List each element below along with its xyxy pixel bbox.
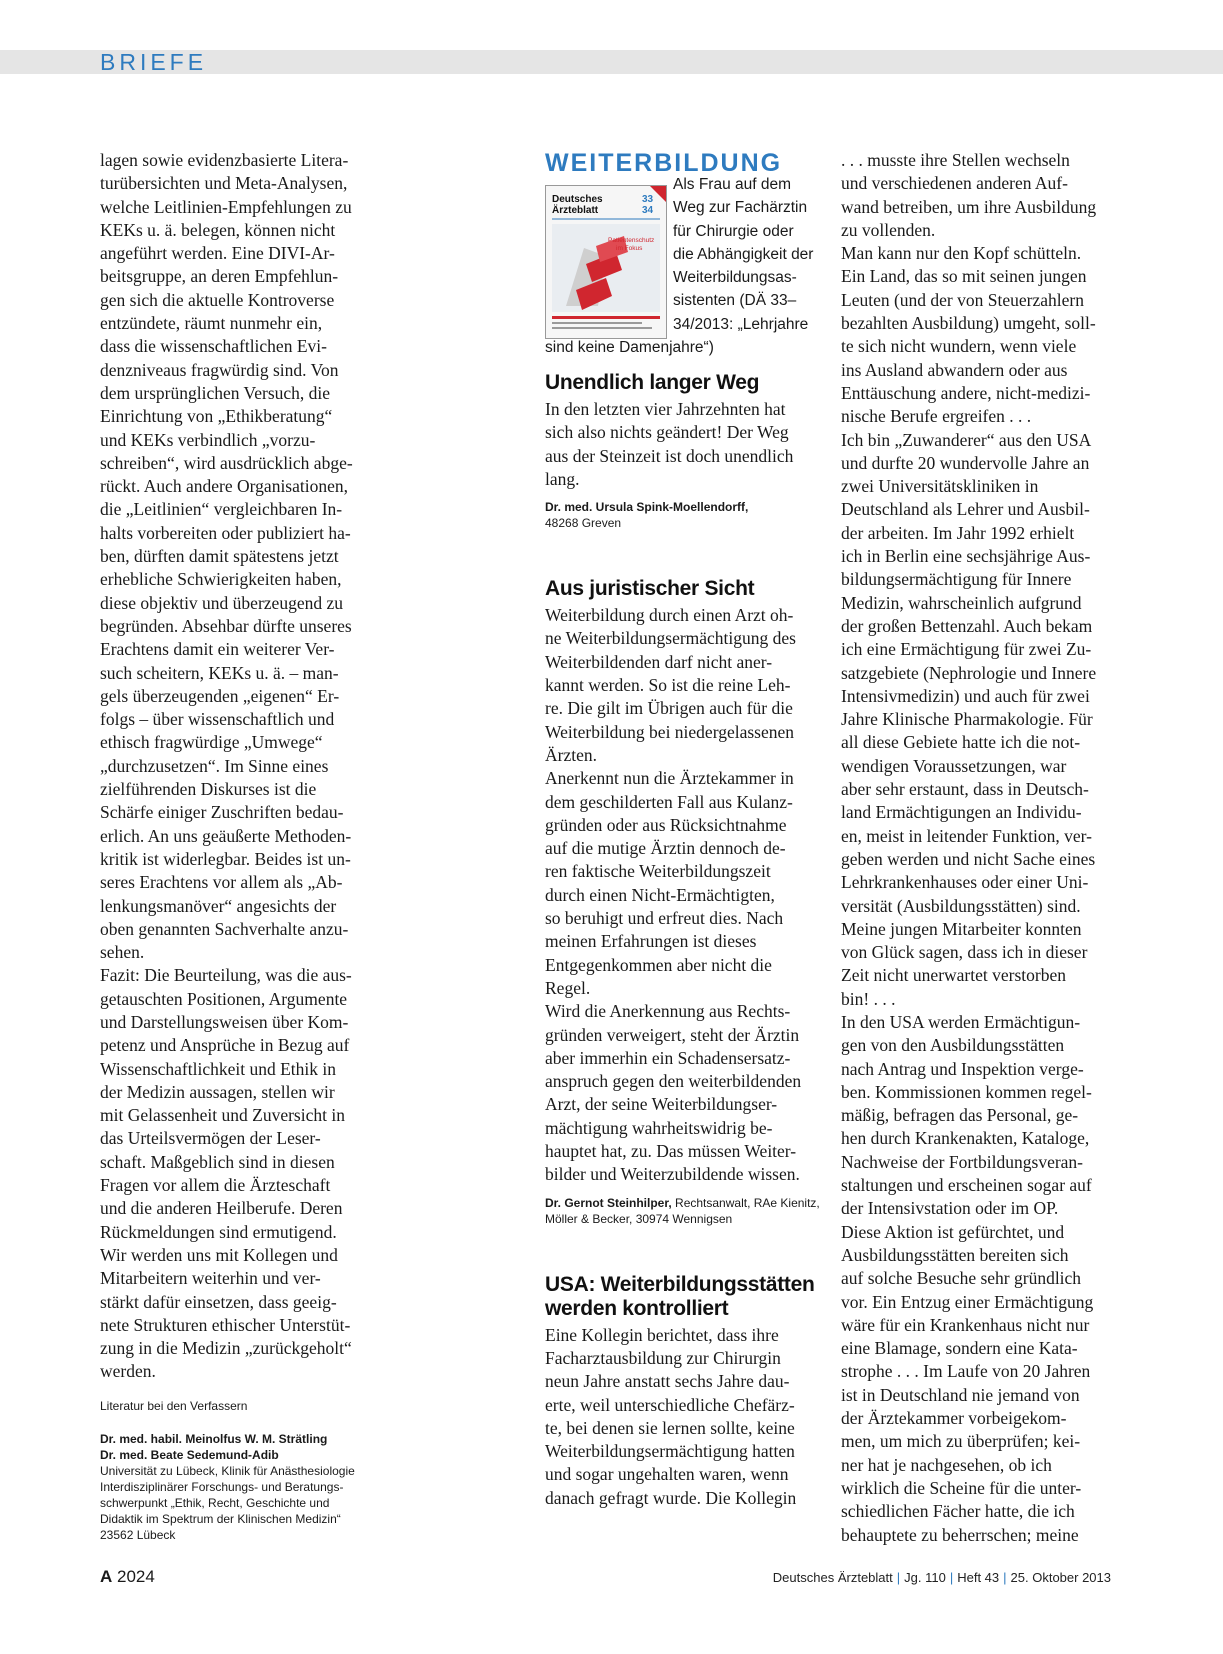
letter-author (545, 1195, 835, 1227)
text-line: Wir werden uns mit Kollegen und (100, 1244, 338, 1265)
text-line: schreiben“, wird ausdrücklich abge- (100, 452, 353, 473)
text-line: dem geschilderten Fall aus Kulanz- (545, 791, 793, 812)
text-line: en, meist in leitender Funktion, ver- (841, 825, 1092, 846)
reference-article-title (545, 173, 823, 359)
letter-body (545, 604, 835, 1186)
text-line: mäßig, befragen das Personal, ge- (841, 1105, 1079, 1126)
text-line: aber immerhin ein Schadensersatz- (545, 1047, 791, 1068)
text-line: sich also nichts geändert! Der Weg (545, 422, 789, 443)
affiliation-line: 23562 Lübeck (100, 1527, 176, 1542)
text-line: Weiterbildenden darf nicht aner- (545, 651, 773, 672)
text-line: der arbeiten. Im Jahr 1992 erhielt (841, 522, 1075, 543)
text-line: halts vorbereiten oder publiziert ha- (100, 522, 351, 543)
column-2 (545, 149, 823, 1508)
text-line: schaft. Maßgeblich sind in diesen (100, 1151, 335, 1172)
author-name: Dr. med. Beate Sedemund-Adib (100, 1447, 279, 1462)
reference-title-line: sistenten (DÄ 33– (673, 292, 797, 310)
text-line: Medizin, wahrscheinlich aufgrund (841, 592, 1082, 613)
reference-title-line: Weiterbildungsas- (673, 269, 797, 287)
text-line: strophe . . . Im Laufe von 20 Jahren (841, 1361, 1091, 1382)
text-line: meinen Erfahrungen ist dieses (545, 931, 757, 952)
text-line: neun Jahre anstatt sechs Jahre dau- (545, 1371, 790, 1392)
journal-volume: Jg. 110 (904, 1570, 946, 1585)
letter-headline (545, 1273, 835, 1321)
text-line: ins Ausland abwandern oder aus (841, 359, 1068, 380)
text-line: ben. Kommissionen kommen regel- (841, 1081, 1092, 1102)
text-line: bezahlten Ausbildung) umgeht, soll- (841, 313, 1096, 334)
text-line: und durfte 20 wundervolle Jahre an (841, 452, 1090, 473)
text-line: Meine jungen Mitarbeiter konnten (841, 918, 1082, 939)
text-line: Facharztausbildung zur Chirurgin (545, 1347, 781, 1368)
text-line: Ich bin „Zuwanderer“ aus den USA (841, 429, 1092, 450)
text-line: Lehrkrankenhauses oder einer Uni- (841, 872, 1089, 893)
text-line: die „Leitlinien“ vergleichbaren In- (100, 499, 343, 520)
text-line: Intensivmedizin) und auch für zwei (841, 685, 1090, 706)
journal-issue: Heft 43 (957, 1570, 1000, 1585)
text-line: mächtigung wahrheitswidrig be- (545, 1117, 773, 1138)
headline-line: USA: Weiterbildungsstätten (545, 1272, 815, 1296)
text-line: Arzt, der seine Weiterbildungser- (545, 1094, 778, 1115)
text-line: . . . musste ihre Stellen wechseln (841, 150, 1070, 170)
text-line: eine Blamage, sondern eine Kata- (841, 1338, 1078, 1359)
text-line: wand betreiben, um ihre Ausbildung (841, 196, 1097, 217)
text-line: und verschiedenen anderen Auf- (841, 173, 1068, 194)
text-line: gen sich die aktuelle Kontroverse (100, 289, 335, 310)
headline-line: Unendlich langer Weg (545, 371, 760, 394)
text-line: durch einen Nicht-Ermächtigten, (545, 884, 775, 905)
text-line: ist in Deutschland nie jemand von (841, 1384, 1080, 1405)
cover-masthead: Ärzteblatt (552, 205, 599, 216)
text-line: Anerkennt nun die Ärztekammer in (545, 768, 794, 789)
cover-masthead: Deutsches (552, 194, 603, 205)
text-line: der Intensivstation oder im OP. (841, 1198, 1059, 1219)
text-line: das Urteilsvermögen der Leser- (100, 1128, 321, 1149)
text-line: ben, dürften damit spätestens jetzt (100, 546, 339, 567)
text-line: folgs – über wissenschaftlich und (100, 709, 335, 730)
text-line: ich in Berlin eine sechsjährige Aus- (841, 546, 1091, 567)
text-line: anspruch gegen den weiterbildenden (545, 1071, 802, 1092)
text-line: danach gefragt wurde. Die Kollegin (545, 1487, 797, 1508)
text-line: Einrichtung von „Ethikberatung“ (100, 406, 333, 427)
author-detail: 48268 Greven (545, 516, 622, 531)
text-line: ethisch fragwürdige „Umwege“ (100, 732, 323, 753)
text-line: dem ursprünglichen Versuch, die (100, 382, 331, 403)
cover-issue: 34 (642, 205, 654, 216)
text-line: vor. Ein Entzug einer Ermächtigung (841, 1291, 1094, 1312)
text-line: Leuten (und der von Steuerzahlern (841, 289, 1084, 310)
text-line: satzgebiete (Nephrologie und Innere (841, 662, 1097, 683)
text-line: diese objektiv und überzeugend zu (100, 592, 343, 613)
text-line: Man kann nur den Kopf schütteln. (841, 243, 1082, 264)
author-affiliation (100, 1463, 378, 1543)
text-line: so beruhigt und erfreut dies. Nach (545, 908, 784, 929)
text-line: wirklich die Scheine für die unter- (841, 1477, 1082, 1498)
journal-date: 25. Oktober 2013 (1010, 1570, 1111, 1585)
text-line: schiedlichen Fächer hatte, die ich (841, 1501, 1075, 1522)
reference-title-line: Als Frau auf dem (673, 176, 792, 193)
text-line: ren faktische Weiterbildungszeit (545, 861, 771, 882)
text-line: behauptete zu beherrschen; meine (841, 1524, 1079, 1545)
text-line: geben werden und nicht Sache eines (841, 848, 1096, 869)
section-title: WEITERBILDUNG (545, 149, 783, 177)
text-line: begründen. Absehbar dürfte unseres (100, 615, 352, 636)
text-line: hen durch Krankenakten, Kataloge, (841, 1128, 1090, 1149)
text-line: seres Erachtens vor allem als „Ab- (100, 872, 343, 893)
text-line: kannt werden. So ist die reine Leh- (545, 675, 791, 696)
reference-title-line: sind keine Damenjahre“) (545, 339, 714, 357)
text-line: welche Leitlinien-Empfehlungen zu (100, 196, 352, 217)
text-line: zielführenden Diskurses ist die (100, 779, 317, 800)
affiliation-line: Interdisziplinärer Forschungs- und Beratungs- (100, 1479, 344, 1494)
column-1 (100, 149, 378, 1543)
text-line: Fragen vor allem die Ärzteschaft (100, 1175, 331, 1196)
text-line: Eine Kollegin berichtet, dass ihre (545, 1324, 779, 1345)
text-line: lang. (545, 468, 580, 489)
text-line: bildungsermächtigung für Innere (841, 569, 1072, 590)
text-line: versität (Ausbildungsstätten) sind. (841, 895, 1081, 916)
reference-article (545, 173, 823, 359)
journal-footer: Deutsches Ärzteblatt | Jg. 110 | Heft 43 | 25. Oktober 2013 (772, 1570, 1111, 1585)
text-line: Entgegenkommen aber nicht die (545, 954, 772, 975)
text-line: Weiterbildung bei niedergelassenen (545, 721, 795, 742)
headline-line: werden kontrolliert (545, 1296, 729, 1320)
letter-body (545, 398, 835, 491)
text-line: erte, weil unterschiedliche Chefärz- (545, 1394, 795, 1415)
text-line: ner hat je nachgesehen, ob ich (841, 1454, 1052, 1475)
text-line: mit Gelassenheit und Zuversicht in (100, 1105, 345, 1126)
text-line: re. Die gilt im Übrigen auch für die (545, 698, 793, 719)
text-line: In den USA werden Ermächtigun- (841, 1011, 1081, 1032)
cover-issue: 33 (642, 194, 654, 205)
text-line: Diese Aktion ist gefürchtet, und (841, 1221, 1065, 1242)
text-line: der Ärztekammer vorbeigekom- (841, 1408, 1067, 1429)
text-line: all diese Gebiete hatte ich die not- (841, 732, 1081, 753)
text-line: Enttäuschung andere, nicht-medizi- (841, 382, 1091, 403)
text-line: stärkt dafür einsetzen, dass geeig- (100, 1291, 337, 1312)
text-line: sehen. (100, 942, 145, 963)
text-line: getauschten Positionen, Argumente (100, 988, 348, 1009)
text-line: zwei Universitätskliniken in (841, 476, 1039, 497)
text-line: dass die wissenschaftlichen Evi- (100, 336, 327, 357)
text-line: men, um mich zu überprüfen; kei- (841, 1431, 1081, 1452)
text-line: KEKs u. ä. belegen, können nicht (100, 219, 336, 240)
text-line: angeführt werden. Eine DIVI-Ar- (100, 243, 335, 264)
cover-title: Patientenschutz (608, 237, 655, 244)
text-line: In den letzten vier Jahrzehnten hat (545, 399, 786, 419)
author-detail: Möller & Becker, 30974 Wennigsen (545, 1211, 733, 1226)
text-line: bilder und Weiterzubildende wissen. (545, 1164, 800, 1185)
letter-continuation-text (100, 149, 378, 1384)
letters-list (545, 371, 835, 1510)
journal-name: Deutsches Ärzteblatt (772, 1570, 893, 1585)
author-name: Dr. med. habil. Meinolfus W. M. Strätling (100, 1431, 328, 1446)
letter-headline (545, 577, 835, 601)
author-line (545, 1195, 835, 1211)
text-line: aber sehr erstaunt, dass in Deutsch- (841, 779, 1089, 800)
text-line: lagen sowie evidenzbasierte Litera- (100, 150, 349, 170)
affiliation-line: schwerpunkt „Ethik, Recht, Geschichte und (100, 1495, 330, 1510)
text-line: Ein Land, das so mit seinen jungen (841, 266, 1087, 287)
text-line: Ärzten. (545, 744, 597, 765)
letter-article (545, 577, 835, 1226)
affiliation-line: Didaktik im Spektrum der Klinischen Medizin“ (100, 1511, 341, 1526)
text-line: Ausbildungsstätten bereiten sich (841, 1244, 1069, 1265)
text-line: kritik ist widerlegbar. Beides ist un- (100, 848, 351, 869)
text-line: staltungen und erscheinen sogar auf (841, 1175, 1092, 1196)
text-line: Regel. (545, 977, 591, 998)
text-line: wendigen Voraussetzungen, war (841, 755, 1067, 776)
text-line: hauptet hat, zu. Das müssen Weiter- (545, 1141, 797, 1162)
text-line: te, bei denen sie lernen sollte, keine (545, 1417, 795, 1438)
text-line: Mitarbeitern weiterhin und ver- (100, 1268, 321, 1289)
letter-continuation-text (841, 149, 1121, 1547)
text-line: entzündete, räumt nunmehr ein, (100, 313, 323, 334)
reference-title-line: Weg zur Fachärztin (673, 199, 808, 217)
headline-line: Aus juristischer Sicht (545, 577, 755, 601)
text-line: Nachweise der Fortbildungsveran- (841, 1151, 1084, 1172)
letter-author (545, 499, 835, 531)
letter-body (545, 1324, 835, 1510)
letter-article (545, 371, 835, 531)
text-line: beitsgruppe, an deren Empfehlun- (100, 266, 339, 287)
text-line: auf solche Besuche sehr gründlich (841, 1268, 1082, 1289)
reference-title-line: die Abhängigkeit der (673, 245, 814, 263)
text-line: petenz und Ansprüche in Bezug auf (100, 1035, 350, 1056)
text-line: Wird die Anerkennung aus Rechts- (545, 1001, 791, 1022)
text-line: land Ermächtigungen an Individu- (841, 802, 1082, 823)
text-line: gründen oder aus Rücksichtnahme (545, 814, 787, 835)
text-line: ich eine Ermächtigung für zwei Zu- (841, 639, 1092, 660)
reference-title-line: für Chirurgie oder (673, 222, 794, 240)
text-line: und KEKs verbindlich „vorzu- (100, 429, 316, 450)
text-line: turübersichten und Meta-Analysen, (100, 173, 348, 194)
page-prefix: A (100, 1567, 113, 1586)
text-line: gen von den Ausbildungsstätten (841, 1035, 1065, 1056)
text-line: te sich nicht wundern, wenn viele (841, 336, 1077, 357)
text-line: Jahre Klinische Pharmakologie. Für (841, 709, 1093, 730)
text-line: zung in die Medizin „zurückgeholt“ (100, 1338, 352, 1359)
author-line (545, 499, 835, 515)
affiliation-line: Universität zu Lübeck, Klinik für Anästhesiologie (100, 1463, 355, 1478)
text-line: nische Berufe ergreifen . . . (841, 406, 1032, 427)
text-line: such scheitern, KEKs u. ä. – man- (100, 662, 339, 683)
page-number-value: 2024 (117, 1567, 155, 1586)
literature-note: Literatur bei den Verfassern (100, 1398, 248, 1413)
letter-headline (545, 371, 835, 395)
author-name: Dr. med. Ursula Spink-Moellendorff, (545, 500, 749, 515)
text-line: erlich. An uns geäußerte Methoden- (100, 825, 352, 846)
text-line: der Medizin aussagen, stellen wir (100, 1081, 335, 1102)
author-signature (100, 1431, 378, 1543)
letter-article (545, 1273, 835, 1510)
text-line: oben genannten Sachverhalte anzu- (100, 918, 349, 939)
reference-title-line: 34/2013: „Lehrjahre (673, 315, 809, 333)
author-name: Dr. Gernot Steinhilper, (545, 1195, 672, 1210)
text-line: aus der Steinzeit ist doch unendlich (545, 445, 794, 466)
text-line: Erachtens damit ein weiterer Ver- (100, 639, 335, 660)
text-line: werden. (100, 1361, 156, 1382)
text-line: und die anderen Heilberufe. Deren (100, 1198, 343, 1219)
text-line: gels überzeugenden „eigenen“ Er- (100, 685, 340, 706)
text-line: „durchzusetzen“. Im Sinne eines (100, 755, 329, 776)
text-line: denzniveaus fragwürdig sind. Von (100, 359, 339, 380)
text-line: Wissenschaftlichkeit und Ethik in (100, 1058, 336, 1079)
text-line: rückt. Auch andere Organisationen, (100, 476, 348, 497)
column-3 (841, 149, 1121, 1547)
text-line: erhebliche Schwierigkeiten haben, (100, 569, 342, 590)
text-line: nete Strukturen ethischer Unterstüt- (100, 1314, 351, 1335)
text-line: ne Weiterbildungsermächtigung des (545, 628, 796, 649)
text-line: Rückmeldungen sind ermutigend. (100, 1221, 337, 1242)
text-line: Deutschland als Lehrer und Ausbil- (841, 499, 1090, 520)
text-line: lenkungsmanöver“ angesichts der (100, 895, 337, 916)
text-line: auf die mutige Ärztin dennoch de- (545, 838, 786, 859)
text-line: Weiterbildung durch einen Arzt oh- (545, 605, 794, 626)
text-line: Schärfe einiger Zuschriften bedau- (100, 802, 344, 823)
text-line: und sogar ungehalten waren, wenn (545, 1464, 789, 1485)
text-line: von Glück sagen, dass ich in dieser (841, 942, 1088, 963)
author-detail: Rechtsanwalt, RAe Kienitz, (671, 1195, 820, 1210)
text-line: wäre für ein Krankenhaus nicht nur (841, 1314, 1090, 1335)
section-label: BRIEFE (100, 49, 208, 75)
cover-title: im Fokus (616, 245, 643, 252)
text-line: Zeit nicht unerwartet verstorben (841, 965, 1066, 986)
text-line: nach Antrag und Inspektion verge- (841, 1058, 1084, 1079)
text-line: der großen Bettenzahl. Auch bekam (841, 615, 1093, 636)
text-line: bin! . . . (841, 988, 896, 1009)
text-line: Weiterbildungsermächtigung hatten (545, 1441, 795, 1462)
text-line: gründen verweigert, steht der Ärztin (545, 1024, 800, 1045)
text-line: Fazit: Die Beurteilung, was die aus- (100, 965, 352, 986)
text-line: und Darstellungsweisen über Kom- (100, 1011, 349, 1032)
text-line: zu vollenden. (841, 219, 936, 240)
page-number (100, 1567, 155, 1587)
